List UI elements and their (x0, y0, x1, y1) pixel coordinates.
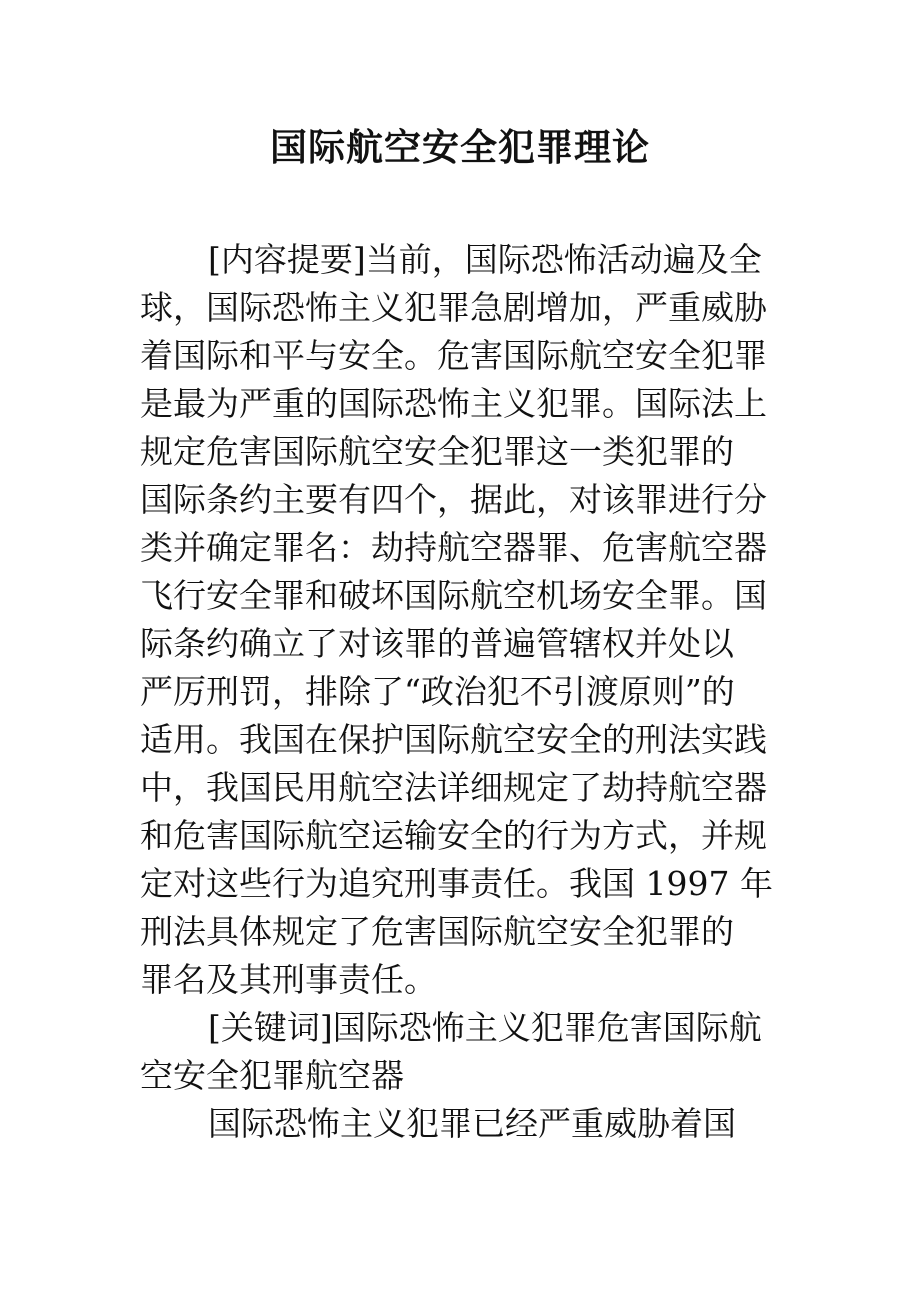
abstract-line-14: 定对这些行为追究刑事责任。我国 1997 年 (140, 864, 773, 903)
body-paragraph-line-1: 国际恐怖主义犯罪已经严重威胁着国 (208, 1104, 736, 1143)
document-body (140, 236, 790, 1148)
abstract-line-1: [内容提要]当前，国际恐怖活动遍及全 (208, 240, 762, 279)
keywords-line-1: [关键词]国际恐怖主义犯罪危害国际航 (208, 1008, 762, 1047)
abstract-line-4: 是最为严重的国际恐怖主义犯罪。国际法上 (140, 384, 767, 423)
abstract-line-11: 适用。我国在保护国际航空安全的刑法实践 (140, 720, 767, 759)
abstract-line-2: 球，国际恐怖主义犯罪急剧增加，严重威胁 (140, 288, 767, 327)
abstract-line-16: 罪名及其刑事责任。 (140, 960, 437, 999)
abstract-line-3: 着国际和平与安全。危害国际航空安全犯罪 (140, 336, 767, 375)
abstract-line-15: 刑法具体规定了危害国际航空安全犯罪的 (140, 912, 734, 951)
abstract-line-9: 际条约确立了对该罪的普遍管辖权并处以 (140, 624, 734, 663)
abstract-line-10: 严厉刑罚，排除了“政治犯不引渡原则”的 (140, 672, 735, 711)
abstract-line-7: 类并确定罪名：劫持航空器罪、危害航空器 (140, 528, 767, 567)
abstract-line-6: 国际条约主要有四个，据此，对该罪进行分 (140, 480, 767, 519)
document-title: 国际航空安全犯罪理论 (270, 126, 650, 169)
abstract-line-12: 中，我国民用航空法详细规定了劫持航空器 (140, 768, 767, 807)
keywords-line-2: 空安全犯罪航空器 (140, 1056, 404, 1095)
abstract-line-8: 飞行安全罪和破坏国际航空机场安全罪。国 (140, 576, 767, 615)
abstract-line-13: 和危害国际航空运输安全的行为方式，并规 (140, 816, 767, 855)
abstract-line-5: 规定危害国际航空安全犯罪这一类犯罪的 (140, 432, 734, 471)
